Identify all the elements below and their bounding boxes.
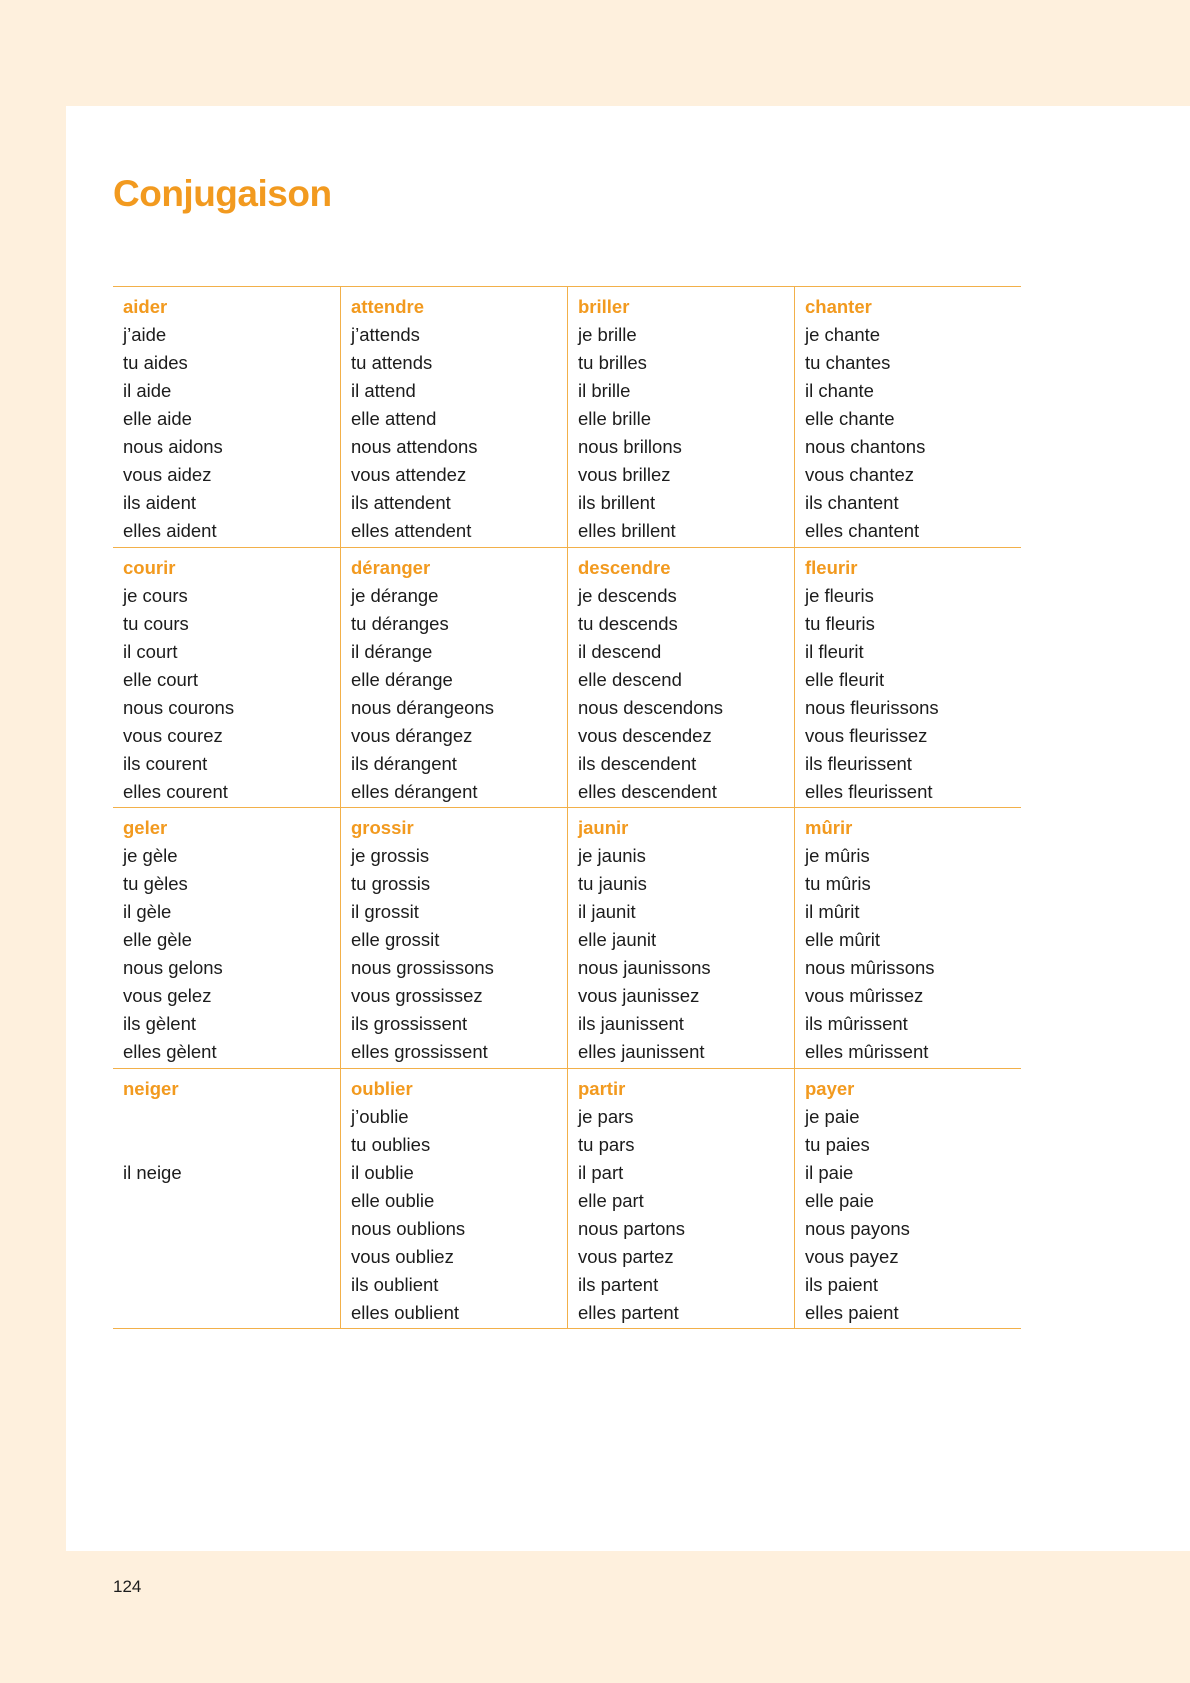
conjugated-form: elle grossit — [351, 929, 440, 950]
conjugated-form: vous attendez — [351, 464, 467, 485]
conjugated-form: tu jaunis — [578, 873, 647, 894]
conjugated-form — [123, 1299, 340, 1327]
conjugated-form: il oublie — [351, 1161, 414, 1183]
conjugated-form: tu chantes — [805, 352, 891, 373]
conjugated-form: je brille — [578, 324, 637, 345]
conjugated-form: elles courent — [123, 780, 228, 802]
conjugated-form: tu paies — [805, 1133, 870, 1155]
conjugated-form: elles chantent — [805, 520, 920, 541]
conjugated-form: elle jaunit — [578, 929, 657, 950]
conjugated-form: nous grossissons — [351, 957, 494, 978]
conjugated-form: ils mûrissent — [805, 1013, 908, 1034]
conjugated-form: elles attendent — [351, 520, 472, 541]
verb-cell — [794, 548, 1021, 809]
verb-infinitive: briller — [578, 296, 630, 317]
verb-infinitive: fleurir — [805, 556, 858, 578]
conjugation-table — [113, 286, 1021, 1329]
verb-cell — [113, 548, 340, 809]
conjugated-form: elles brillent — [578, 520, 676, 541]
conjugated-form — [123, 1131, 340, 1159]
conjugated-form: elles aident — [123, 520, 217, 541]
verb-infinitive: partir — [578, 1077, 626, 1099]
conjugated-form: je paie — [805, 1105, 860, 1127]
conjugated-form: vous fleurissez — [805, 724, 928, 746]
verb-infinitive: grossir — [351, 817, 414, 838]
conjugated-form: ils dérangent — [351, 752, 457, 774]
conjugated-form: elle fleurit — [805, 668, 885, 690]
conjugated-form: ils fleurissent — [805, 752, 912, 774]
conjugated-form: je chante — [805, 324, 881, 345]
conjugated-form: ils paient — [805, 1273, 879, 1295]
conjugated-form: elles dérangent — [351, 780, 478, 802]
conjugated-form — [123, 1215, 340, 1243]
verb-cell — [794, 287, 1021, 548]
verb-infinitive: aider — [123, 296, 168, 317]
conjugated-form: j’attends — [351, 324, 420, 345]
verb-cell — [567, 1069, 794, 1330]
verb-cell — [340, 1069, 567, 1330]
conjugated-form: je pars — [578, 1105, 634, 1127]
conjugated-form: vous gelez — [123, 985, 212, 1006]
conjugated-form — [123, 1103, 340, 1131]
conjugated-form: ils courent — [123, 752, 208, 774]
conjugated-form: il court — [123, 640, 178, 662]
conjugated-form: vous chantez — [805, 464, 915, 485]
page-number: 124 — [113, 1577, 142, 1596]
conjugated-form: elle dérange — [351, 668, 453, 690]
conjugated-form — [123, 1187, 340, 1215]
conjugated-form: j’oublie — [351, 1105, 409, 1127]
conjugated-form: elle descend — [578, 668, 682, 690]
conjugated-form: tu aides — [123, 352, 188, 373]
conjugated-form: nous dérangeons — [351, 696, 494, 718]
conjugated-form: ils oublient — [351, 1273, 439, 1295]
conjugated-form: nous descendons — [578, 696, 724, 718]
conjugated-form: vous jaunissez — [578, 985, 700, 1006]
conjugated-form: je mûris — [805, 845, 870, 866]
verb-cell — [567, 287, 794, 548]
verb-cell — [340, 808, 567, 1069]
conjugated-form: nous chantons — [805, 436, 926, 457]
verb-infinitive: geler — [123, 817, 168, 838]
conjugated-form: je fleuris — [805, 584, 874, 606]
conjugated-form: nous attendons — [351, 436, 478, 457]
conjugated-form: elles grossissent — [351, 1041, 488, 1062]
verb-infinitive: chanter — [805, 296, 872, 317]
conjugated-form: il brille — [578, 380, 631, 401]
conjugated-form: tu cours — [123, 612, 189, 634]
verb-cell — [794, 1069, 1021, 1330]
conjugated-form: tu brilles — [578, 352, 647, 373]
conjugated-form — [123, 1271, 340, 1299]
conjugated-form: vous mûrissez — [805, 985, 924, 1006]
conjugated-form: ils gèlent — [123, 1013, 197, 1034]
conjugated-form: nous aidons — [123, 436, 223, 457]
conjugated-form: nous gelons — [123, 957, 223, 978]
verb-infinitive: mûrir — [805, 817, 853, 838]
conjugated-form: il neige — [123, 1161, 182, 1183]
conjugated-form: vous aidez — [123, 464, 212, 485]
conjugated-form: elles mûrissent — [805, 1041, 929, 1062]
conjugated-form: elles fleurissent — [805, 780, 933, 802]
conjugated-form: elle court — [123, 668, 199, 690]
verb-infinitive: déranger — [351, 556, 431, 578]
conjugated-form: ils brillent — [578, 492, 656, 513]
conjugated-form: elles descendent — [578, 780, 717, 802]
conjugated-form: ils partent — [578, 1273, 659, 1295]
conjugated-form: elles gèlent — [123, 1041, 217, 1062]
conjugated-form: tu descends — [578, 612, 678, 634]
conjugated-form: je dérange — [351, 584, 439, 606]
conjugated-form: je jaunis — [578, 845, 646, 866]
conjugated-form: tu gèles — [123, 873, 188, 894]
conjugated-form: tu attends — [351, 352, 433, 373]
verb-cell — [113, 287, 340, 548]
conjugated-form: elle gèle — [123, 929, 192, 950]
conjugated-form: j’aide — [123, 324, 167, 345]
conjugated-form: elle attend — [351, 408, 437, 429]
conjugated-form: il part — [578, 1161, 624, 1183]
conjugated-form: vous dérangez — [351, 724, 473, 746]
conjugated-form: vous payez — [805, 1245, 899, 1267]
conjugated-form: ils chantent — [805, 492, 899, 513]
conjugated-form: il jaunit — [578, 901, 636, 922]
verb-cell — [340, 287, 567, 548]
conjugated-form: nous mûrissons — [805, 957, 935, 978]
conjugated-form: elle paie — [805, 1189, 874, 1211]
conjugated-form: tu déranges — [351, 612, 449, 634]
verb-cell — [113, 1069, 340, 1330]
conjugated-form: vous grossissez — [351, 985, 483, 1006]
conjugated-form: elles paient — [805, 1301, 899, 1323]
conjugated-form: il attend — [351, 380, 416, 401]
verb-infinitive: jaunir — [578, 817, 629, 838]
conjugated-form: tu grossis — [351, 873, 431, 894]
conjugated-form: ils grossissent — [351, 1013, 468, 1034]
page-title: Conjugaison — [113, 173, 332, 214]
conjugated-form: tu pars — [578, 1133, 635, 1155]
conjugated-form: nous partons — [578, 1217, 685, 1239]
conjugated-form: elle brille — [578, 408, 652, 429]
verb-infinitive: courir — [123, 556, 176, 578]
verb-cell — [794, 808, 1021, 1069]
conjugated-form: tu fleuris — [805, 612, 875, 634]
verb-infinitive: oublier — [351, 1077, 413, 1099]
conjugated-form: il chante — [805, 380, 874, 401]
conjugated-form: elle aide — [123, 408, 192, 429]
conjugated-form: il fleurit — [805, 640, 864, 662]
conjugated-form: je gèle — [123, 845, 178, 866]
conjugated-form: je cours — [123, 584, 188, 606]
conjugated-form — [123, 1243, 340, 1271]
conjugated-form: il dérange — [351, 640, 433, 662]
conjugated-form: vous courez — [123, 724, 223, 746]
conjugated-form: nous brillons — [578, 436, 682, 457]
conjugated-form: elles oublient — [351, 1301, 459, 1323]
conjugated-form: nous fleurissons — [805, 696, 939, 718]
verb-cell — [567, 548, 794, 809]
conjugated-form: vous oubliez — [351, 1245, 454, 1267]
conjugated-form: vous brillez — [578, 464, 671, 485]
conjugated-form: nous courons — [123, 696, 235, 718]
conjugated-form: nous payons — [805, 1217, 910, 1239]
verb-infinitive: payer — [805, 1077, 855, 1099]
conjugated-form: tu mûris — [805, 873, 871, 894]
verb-infinitive: neiger — [123, 1077, 179, 1099]
conjugated-form: il mûrit — [805, 901, 860, 922]
verb-infinitive: descendre — [578, 556, 671, 578]
conjugated-form: elle part — [578, 1189, 644, 1211]
conjugated-form: il paie — [805, 1161, 854, 1183]
verb-cell — [113, 808, 340, 1069]
verb-infinitive: attendre — [351, 296, 424, 317]
conjugated-form: il gèle — [123, 901, 172, 922]
conjugated-form: nous jaunissons — [578, 957, 711, 978]
verb-cell — [340, 548, 567, 809]
conjugated-form: ils jaunissent — [578, 1013, 684, 1034]
conjugated-form: tu oublies — [351, 1133, 431, 1155]
conjugated-form: ils attendent — [351, 492, 451, 513]
conjugated-form: il descend — [578, 640, 662, 662]
conjugated-form: elles jaunissent — [578, 1041, 705, 1062]
conjugated-form: il grossit — [351, 901, 419, 922]
conjugated-form: ils aident — [123, 492, 197, 513]
conjugated-form: vous descendez — [578, 724, 712, 746]
conjugated-form: je descends — [578, 584, 677, 606]
verb-cell — [567, 808, 794, 1069]
conjugated-form: vous partez — [578, 1245, 674, 1267]
conjugated-form: elle oublie — [351, 1189, 435, 1211]
conjugated-form: elle chante — [805, 408, 895, 429]
conjugated-form: nous oublions — [351, 1217, 466, 1239]
conjugated-form: je grossis — [351, 845, 430, 866]
conjugated-form: elles partent — [578, 1301, 679, 1323]
conjugated-form: ils descendent — [578, 752, 697, 774]
conjugated-form: il aide — [123, 380, 172, 401]
conjugated-form: elle mûrit — [805, 929, 881, 950]
